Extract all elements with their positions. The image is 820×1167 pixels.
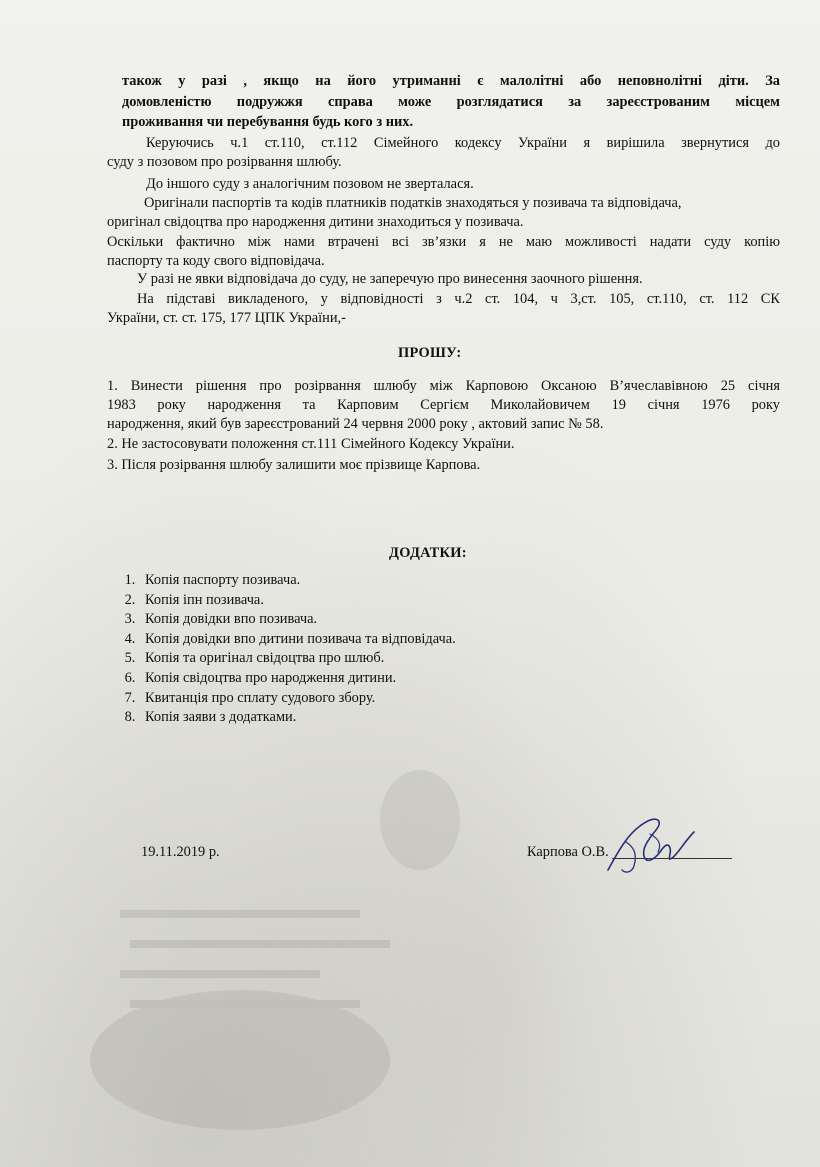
text-line: народження, який був зареєстрований 24 червня 2000 року , актовий запис № 58. (107, 416, 604, 432)
signer-name: Карпова О.В. (527, 844, 609, 860)
text-line: 1. Винести рішення про розірвання шлюбу між Карповою Оксаною В’ячеславівною 25 січня (107, 378, 780, 394)
request-item-2: 2. Не застосовувати положення ст.111 Сімейного Кодексу України. (107, 436, 515, 452)
list-item: 6. Копія свідоцтва про народження дитини. (139, 669, 456, 689)
text-line: України, ст. ст. 175, 177 ЦПК України,- (107, 310, 346, 326)
list-item: 2. Копія іпн позивача. (139, 591, 456, 611)
list-item: 1. Копія паспорту позивача. (139, 571, 456, 591)
list-item: 7. Квитанція про сплату судового збору. (139, 689, 456, 709)
text-line: проживання чи перебування будь кого з них. (122, 114, 414, 130)
paragraph-no-other-court: До іншого суду з аналогічним позовом не зверталася. (146, 176, 474, 192)
attachments-heading: ДОДАТКИ: (389, 545, 467, 561)
text-line: паспорту та коду свого відповідача. (107, 253, 325, 269)
list-item: 3. Копія довідки впо позивача. (139, 610, 456, 630)
text-line: Керуючись ч.1 ст.110, ст.112 Сімейного кодексу України я вирішила звернутися до (146, 135, 780, 151)
show-through-shadow (90, 760, 610, 1140)
text-line: Оригінали паспортів та кодів платників податків знаходяться у позивача та відповідача, (144, 195, 682, 211)
list-item: 4. Копія довідки впо дитини позивача та відповідача. (139, 630, 456, 650)
text-line: суду з позовом про розірвання шлюбу. (107, 154, 342, 170)
text-line: Оскільки фактично між нами втрачені всі зв’язки я не маю можливості надати суду копію (107, 234, 780, 250)
list-item: 5. Копія та оригінал свідоцтва про шлюб. (139, 649, 456, 669)
text-line: також у разі , якщо на його утриманні є малолітні або неповнолітні діти. За (122, 73, 780, 89)
paragraph-default-judgment: У разі не явки відповідача до суду, не заперечую про винесення заочного рішення. (137, 271, 643, 287)
document-date: 19.11.2019 р. (141, 844, 220, 860)
text-line: На підставі викладеного, у відповідності з ч.2 ст. 104, ч 3,ст. 105, ст.110, ст. 112 СК (137, 291, 780, 307)
text-line: 1983 року народження та Карповим Сергієм Миколайовичем 19 січня 1976 року (107, 397, 780, 413)
text-line: домовленістю подружжя справа може розглядатися за зареєстрованим місцем (122, 94, 780, 110)
request-item-3: 3. Після розірвання шлюбу залишити моє прізвище Карпова. (107, 457, 481, 473)
list-item: 8. Копія заяви з додатками. (139, 708, 456, 728)
handwritten-signature (598, 812, 698, 880)
text-line: оригінал свідоцтва про народження дитини знаходиться у позивача. (107, 214, 524, 230)
request-heading: ПРОШУ: (398, 345, 462, 361)
attachments-list (117, 571, 456, 728)
